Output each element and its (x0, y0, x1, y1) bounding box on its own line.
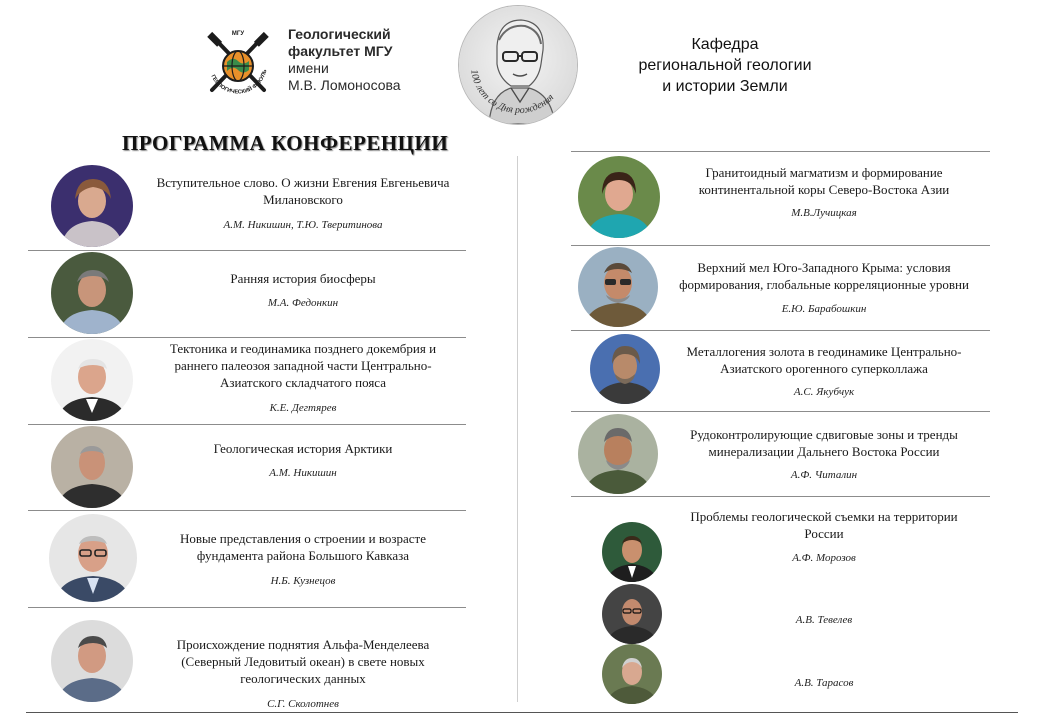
speaker-photo-12 (602, 584, 662, 644)
department-line-3: и истории Земли (662, 78, 788, 95)
row-divider (571, 330, 990, 331)
bottom-rule (26, 712, 1018, 713)
speaker-photo-1 (51, 165, 133, 247)
talk-title-8 (664, 259, 984, 293)
talk-author-8: Е.Ю. Барабошкин (781, 303, 867, 315)
column-divider (517, 156, 518, 702)
talk-author-9: А.С. Якубчук (793, 386, 855, 398)
department-line-1: Кафедра (691, 36, 759, 53)
talk-title-line: Милановского (263, 192, 343, 207)
row-divider (28, 250, 466, 251)
talk-title-line: Металлогения золота в геодинамике Центрально- (686, 344, 962, 359)
faculty-line-1: Геологический (288, 26, 391, 42)
talk-author-5: Н.Б. Кузнецов (270, 575, 336, 587)
talk-title-line: России (804, 526, 844, 541)
talk-title-line: Рудоконтролирующие сдвиговые зоны и тренды (690, 427, 958, 442)
talk-author-11a: А.Ф. Морозов (792, 552, 856, 564)
talk-title-9 (664, 343, 984, 377)
speaker-photo-3 (51, 339, 133, 421)
row-divider (571, 496, 990, 497)
talk-title-line: Происхождение поднятия Альфа-Менделеева (176, 637, 430, 652)
speaker-photo-5 (49, 514, 137, 602)
row-divider (28, 607, 466, 608)
program-title: ПРОГРАММА КОНФЕРЕНЦИИ (122, 131, 449, 155)
talk-title-3 (138, 340, 468, 391)
talk-title-7 (664, 164, 984, 198)
row-divider (28, 424, 466, 425)
talk-title-6 (138, 636, 468, 687)
talk-author-6: С.Г. Сколотнев (267, 698, 339, 710)
row-divider (28, 337, 466, 338)
talk-author-4: А.М. Никишин (269, 467, 337, 479)
talk-title-line: Азиатского орогенного суперколлажа (720, 361, 928, 376)
faculty-line-4: М.В. Ломоносова (288, 77, 401, 93)
faculty-name (288, 26, 458, 94)
talk-title-line: фундамента района Большого Кавказа (196, 548, 410, 563)
talk-title-line: Тектоника и геодинамика позднего докембрия и (169, 341, 437, 356)
talk-author-7: М.В.Лучицкая (791, 207, 857, 219)
faculty-logo (200, 28, 276, 104)
speaker-photo-10 (578, 414, 658, 494)
speaker-photo-8 (578, 247, 658, 327)
anniversary-portrait (459, 6, 577, 124)
talk-title-line: раннего палеозоя западной части Центрально- (174, 358, 432, 373)
talk-title-1 (138, 174, 468, 208)
row-divider (571, 411, 990, 412)
department-line-2: региональной геологии (638, 57, 812, 74)
talk-title-line: формирования, глобальные корреляционные уровни (679, 277, 969, 292)
talk-title-4 (138, 440, 468, 457)
talk-title-line: Геологическая история Арктики (213, 441, 393, 456)
talk-title-line: (Северный Ледовитый океан) в свете новых (181, 654, 425, 669)
talk-title-line: Вступительное слово. О жизни Евгения Евгеньевича (156, 175, 450, 190)
speaker-photo-4 (51, 426, 133, 508)
talk-title-10 (664, 426, 984, 460)
talk-title-line: Верхний мел Юго-Западного Крыма: условия (697, 260, 951, 275)
talk-title-line: минерализации Дальнего Востока России (708, 444, 940, 459)
talk-title-line: Азиатского складчатого пояса (219, 375, 387, 390)
speaker-photo-9 (590, 334, 660, 404)
talk-title-line: Ранняя история биосферы (230, 271, 376, 286)
talk-author-11b: А.В. Тевелев (795, 614, 853, 626)
speaker-photo-2 (51, 252, 133, 334)
row-divider (571, 151, 990, 152)
talk-title-line: Проблемы геологической съемки на территории (690, 509, 958, 524)
talk-title-11 (664, 508, 984, 542)
talk-title-line: Новые представления о строении и возрасте (180, 531, 426, 546)
row-divider (28, 510, 466, 511)
talk-title-2 (138, 270, 468, 287)
speaker-photo-11 (602, 522, 662, 582)
talk-author-3: К.Е. Дегтярев (269, 402, 337, 414)
talk-title-line: геологических данных (240, 671, 366, 686)
talk-author-1: А.М. Никишин, Т.Ю. Тверитинова (223, 219, 383, 231)
row-divider (571, 245, 990, 246)
speaker-photo-6 (51, 620, 133, 702)
svg-text:ГЕОЛОГИЧЕСКИЙ ФАКУЛЬТЕТ: ГЕОЛОГИЧЕСКИЙ ФАКУЛЬ (209, 69, 269, 96)
talk-title-line: Гранитоидный магматизм и формирование (705, 165, 943, 180)
talk-title-5 (138, 530, 468, 564)
speaker-photo-13 (602, 644, 662, 704)
talk-author-11c: А.В. Тарасов (794, 677, 854, 689)
talk-author-2: М.А. Федонкин (267, 297, 339, 309)
talk-author-10: А.Ф. Читалин (790, 469, 858, 481)
svg-text:МГУ: МГУ (231, 31, 245, 37)
faculty-line-3: имени (288, 60, 329, 76)
anniversary-caption: 100 лет со Дня рождения (468, 68, 557, 117)
talk-title-line: континентальной коры Северо-Востока Азии (698, 182, 950, 197)
faculty-line-2: факультет МГУ (288, 43, 393, 59)
speaker-photo-7 (578, 156, 660, 238)
department-name (620, 34, 830, 97)
